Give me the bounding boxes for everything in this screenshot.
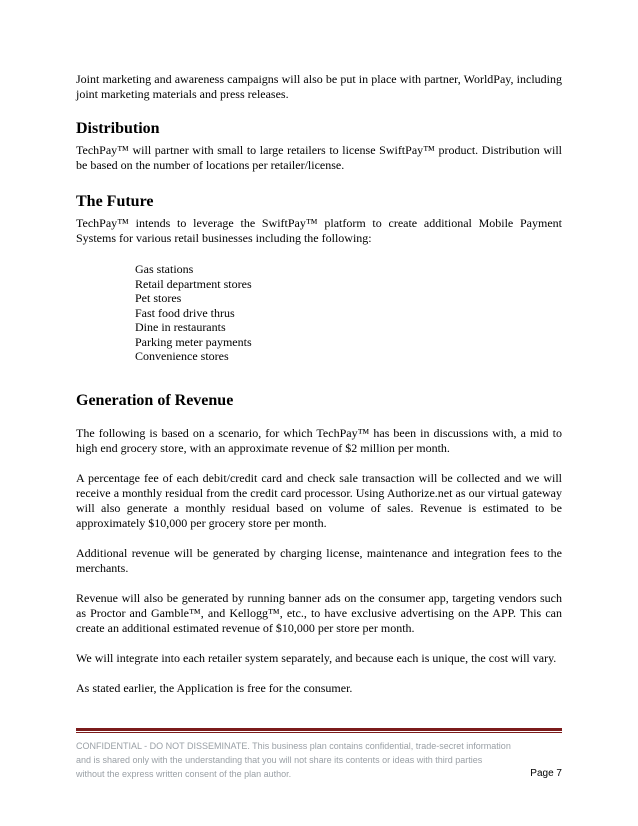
page-number: Page 7 [530,768,562,779]
retail-business-list [135,262,562,364]
revenue-paragraph: Additional revenue will be generated by charging license, maintenance and integration fees to the merchants. [76,545,562,575]
list-item: Fast food drive thrus [135,305,235,320]
confidential-notice [76,739,562,781]
list-item: Pet stores [135,291,182,305]
heading-distribution: Distribution [76,120,160,137]
confidential-text: CONFIDENTIAL - DO NOT DISSEMINATE. This business plan contains confidential, trade-secret information and is shared only with the understanding that you will not share its contents or ideas with third parties without the express written consent of the plan author. [76,741,511,779]
revenue-paragraph: As stated earlier, the Application is free for the consumer. [76,680,353,695]
list-item: Gas stations [135,262,194,276]
list-item: Dine in restaurants [135,320,226,334]
footer-rule-thin [76,732,562,733]
heading-generation-of-revenue: Generation of Revenue [76,391,234,409]
revenue-paragraph: The following is based on a scenario, for which TechPay™ has been in discussions with, a mid to high end grocery store, with an approximate revenue of $2 million per month. [76,425,562,455]
revenue-paragraph: A percentage fee of each debit/credit card and check sale transaction will be collected and we will receive a monthly residual from the credit card processor. Using Authorize.net as our virtual gateway will also generate a monthly residual based on volume of sales. Revenue is estimated to be approximately $10,000 per grocery store per month. [76,470,562,530]
page-footer [76,728,562,781]
list-item: Retail department stores [135,276,252,291]
list-item: Parking meter payments [135,334,252,349]
page-body [76,72,562,696]
revenue-paragraph: We will integrate into each retailer system separately, and because each is unique, the cost will vary. [76,650,557,665]
footer-rule-thick [76,728,562,731]
heading-the-future: The Future [76,193,154,210]
distribution-paragraph: TechPay™ will partner with small to large retailers to license SwiftPay™ product. Distribution will be based on the number of locations per retailer/license. [76,143,562,172]
future-paragraph: TechPay™ intends to leverage the SwiftPay™ platform to create additional Mobile Payment Systems for various retail businesses including the following: [76,216,562,245]
revenue-paragraph: Revenue will also be generated by running banner ads on the consumer app, targeting vendors such as Proctor and Gamble™, and Kellogg™, etc., to have exclusive advertising on the APP. This can create an additional estimated revenue of $10,000 per store per month. [76,590,562,635]
intro-paragraph: Joint marketing and awareness campaigns will also be put in place with partner, WorldPay, including joint marketing materials and press releases. [76,72,562,101]
list-item: Convenience stores [135,349,229,363]
